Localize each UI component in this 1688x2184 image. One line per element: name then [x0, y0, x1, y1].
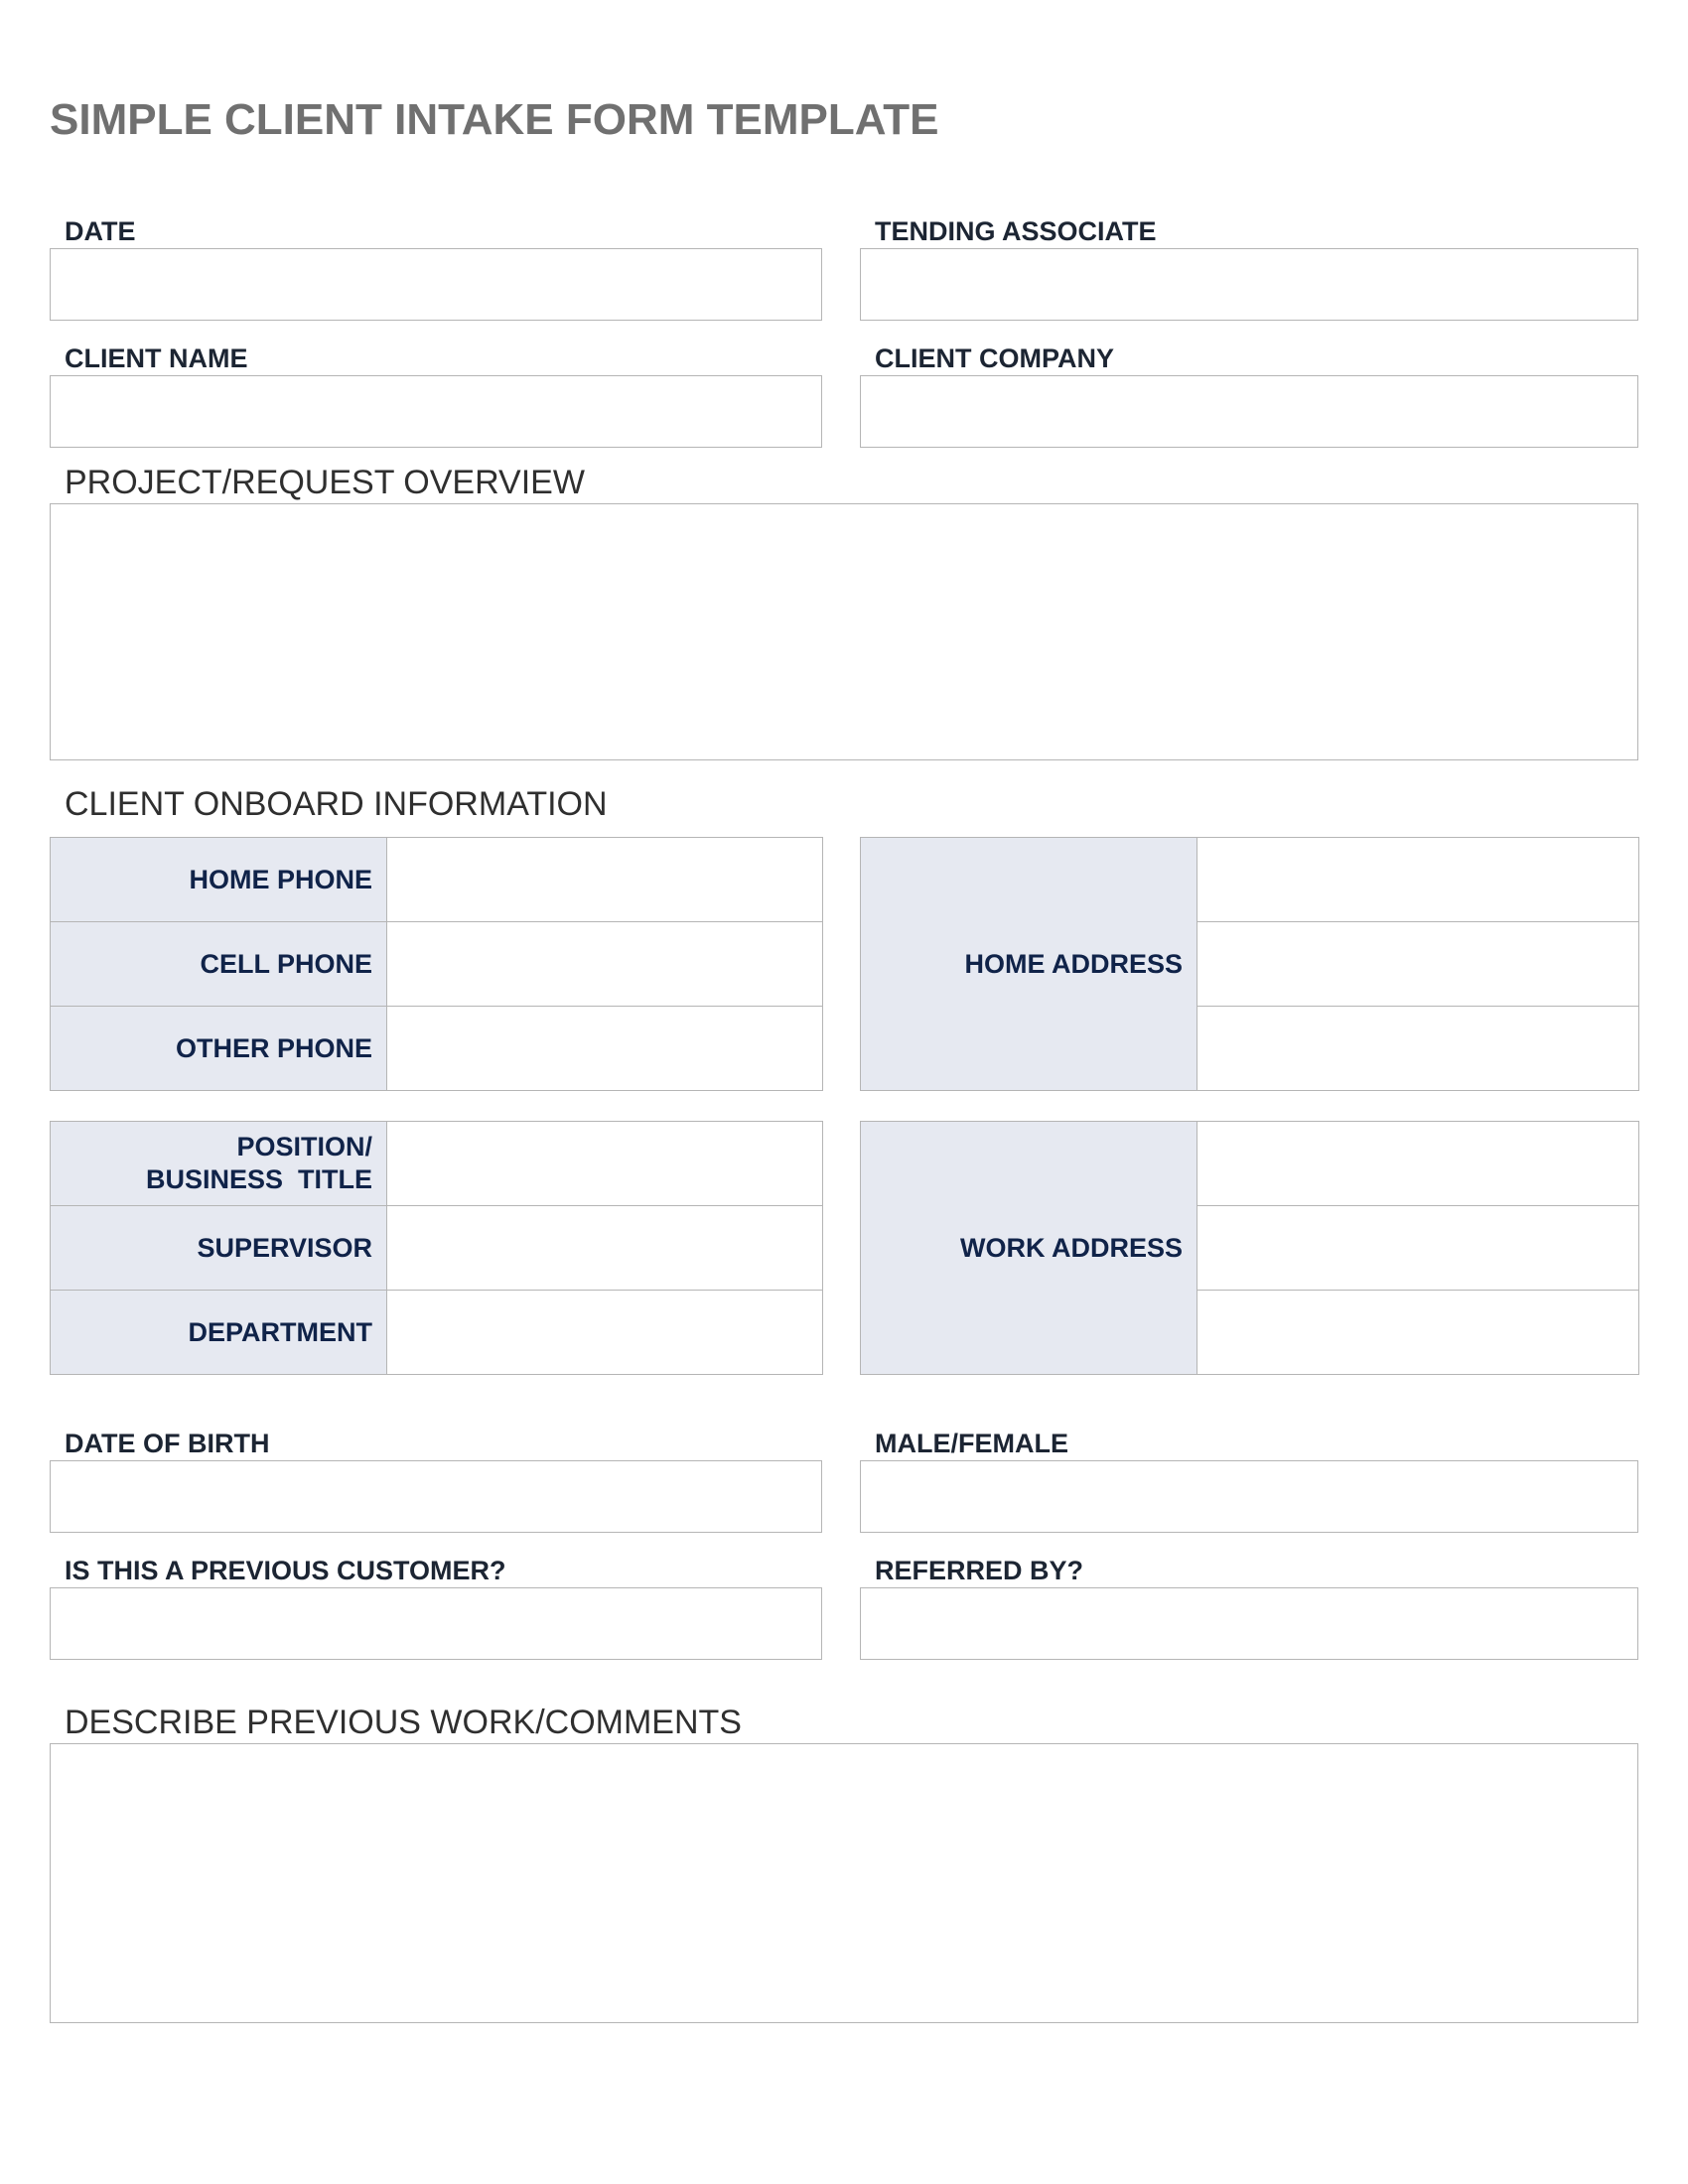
male-female-input[interactable] [860, 1460, 1638, 1533]
department-cell [387, 1291, 823, 1375]
home-address-table [860, 837, 1639, 1091]
position-label-line2: BUSINESS TITLE [145, 1164, 372, 1194]
other-phone-label: OTHER PHONE [51, 1007, 387, 1091]
onboard-heading: CLIENT ONBOARD INFORMATION [65, 785, 608, 823]
home-address-cell [1197, 1007, 1639, 1091]
client-name-input[interactable] [50, 375, 822, 448]
supervisor-label: SUPERVISOR [51, 1206, 387, 1291]
comments-textarea[interactable] [50, 1743, 1638, 2023]
work-address-cell [1197, 1206, 1639, 1291]
date-label: DATE [65, 216, 136, 246]
tending-associate-input[interactable] [860, 248, 1638, 321]
cell-phone-cell [387, 922, 823, 1007]
home-address-line2-input[interactable] [1197, 949, 1638, 980]
date-input[interactable] [50, 248, 822, 321]
page-title: SIMPLE CLIENT INTAKE FORM TEMPLATE [50, 95, 939, 144]
work-address-label: WORK ADDRESS [861, 1122, 1197, 1375]
phone-table [50, 837, 823, 1091]
other-phone-cell [387, 1007, 823, 1091]
date-of-birth-input[interactable] [50, 1460, 822, 1533]
other-phone-input[interactable] [387, 1033, 822, 1064]
supervisor-input[interactable] [387, 1233, 822, 1264]
home-phone-input[interactable] [387, 865, 822, 895]
work-address-line1-input[interactable] [1197, 1149, 1638, 1179]
overview-textarea[interactable] [50, 503, 1638, 760]
previous-customer-input[interactable] [50, 1587, 822, 1660]
overview-heading: PROJECT/REQUEST OVERVIEW [65, 464, 585, 501]
cell-phone-input[interactable] [387, 949, 822, 980]
home-phone-label: HOME PHONE [51, 838, 387, 922]
client-name-label: CLIENT NAME [65, 343, 248, 373]
home-address-cell [1197, 922, 1639, 1007]
work-info-table [50, 1121, 823, 1375]
male-female-label: MALE/FEMALE [875, 1429, 1068, 1458]
tending-associate-label: TENDING ASSOCIATE [875, 216, 1157, 246]
department-input[interactable] [387, 1317, 822, 1348]
home-address-label: HOME ADDRESS [861, 838, 1197, 1091]
supervisor-cell [387, 1206, 823, 1291]
client-company-input[interactable] [860, 375, 1638, 448]
position-title-label [51, 1122, 387, 1206]
department-label: DEPARTMENT [51, 1291, 387, 1375]
position-title-input[interactable] [387, 1149, 822, 1179]
work-address-table [860, 1121, 1639, 1375]
position-title-cell [387, 1122, 823, 1206]
home-address-cell [1197, 838, 1639, 922]
home-address-line3-input[interactable] [1197, 1033, 1638, 1064]
work-address-line2-input[interactable] [1197, 1233, 1638, 1264]
referred-by-input[interactable] [860, 1587, 1638, 1660]
cell-phone-label: CELL PHONE [51, 922, 387, 1007]
work-address-line3-input[interactable] [1197, 1317, 1638, 1348]
position-label-line1: POSITION/ [236, 1132, 372, 1161]
client-company-label: CLIENT COMPANY [875, 343, 1114, 373]
referred-by-label: REFERRED BY? [875, 1556, 1084, 1585]
previous-customer-label: IS THIS A PREVIOUS CUSTOMER? [65, 1556, 506, 1585]
home-address-line1-input[interactable] [1197, 865, 1638, 895]
work-address-cell [1197, 1291, 1639, 1375]
work-address-cell [1197, 1122, 1639, 1206]
home-phone-cell [387, 838, 823, 922]
comments-heading: DESCRIBE PREVIOUS WORK/COMMENTS [65, 1704, 742, 1741]
date-of-birth-label: DATE OF BIRTH [65, 1429, 270, 1458]
